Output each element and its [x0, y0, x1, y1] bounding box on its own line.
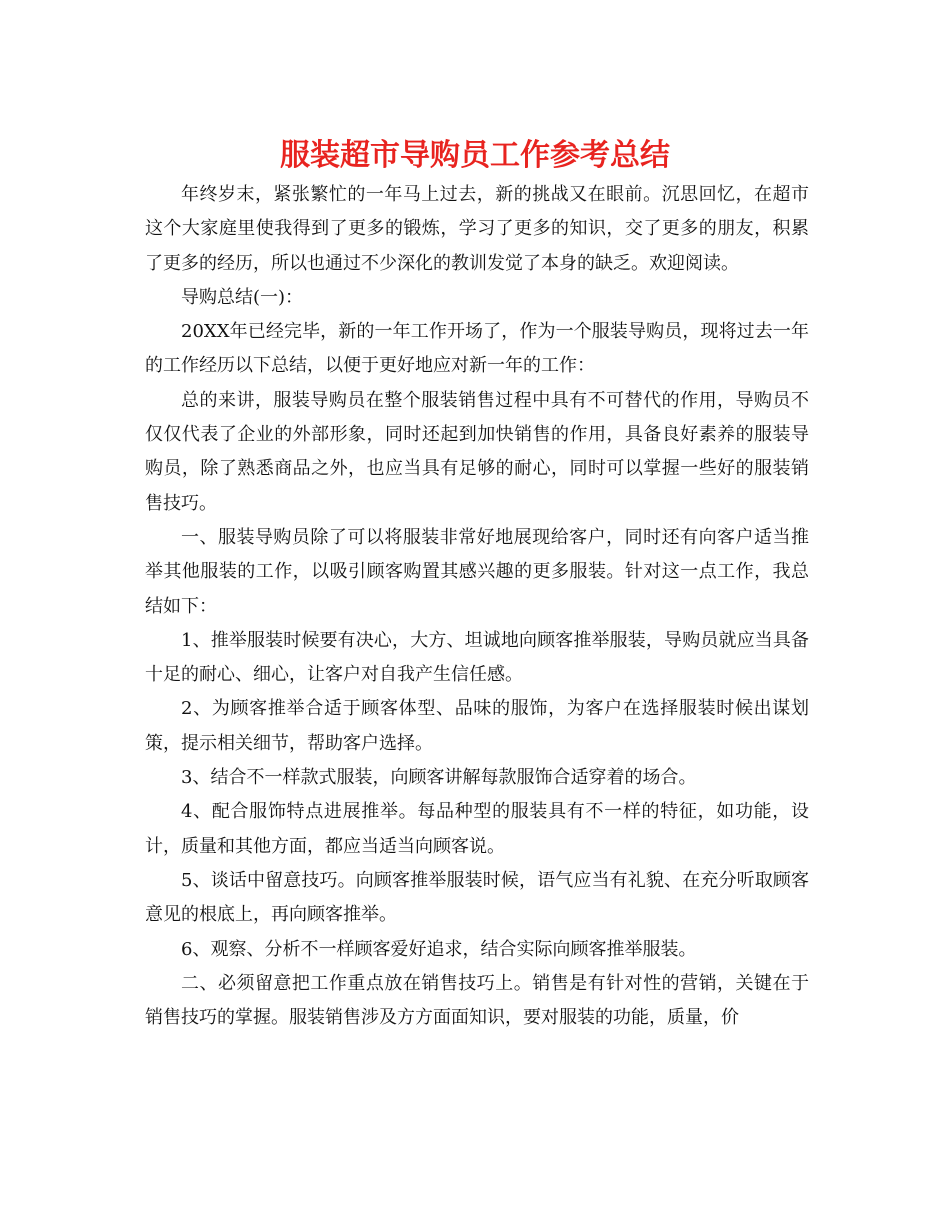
- paragraph: 3、结合不一样款式服装，向顾客讲解每款服饰合适穿着的场合。: [181, 767, 697, 789]
- paragraph: 2、为顾客推举合适于顾客体型、品味的服饰，为客户在选择服装时候出谋划策，提示相关细节，帮助客户选择。: [145, 698, 809, 754]
- paragraph: 4、配合服饰特点进展推举。每品种型的服装具有不一样的特征，如功能，设计，质量和其他方面，都应当适当向顾客说。: [145, 801, 809, 857]
- paragraph: 6、观察、分析不一样顾客爱好追求，结合实际向顾客推举服装。: [181, 938, 697, 960]
- paragraph: 1、推举服装时候要有决心，大方、坦诚地向顾客推举服装，导购员就应当具备十足的耐心、细心，让客户对自我产生信任感。: [145, 629, 809, 686]
- paragraph: 导购总结(一)：: [181, 286, 304, 308]
- paragraph: 总的来讲，服装导购员在整个服装销售过程中具有不可替代的作用，导购员不仅仅代表了企业的外部形象，同时还起到加快销售的作用，具备良好素养的服装导购员，除了熟悉商品之外，也应当具有足够的耐心，同时可以掌握一些好的服装销售技巧。: [145, 389, 809, 514]
- document-title: 服装超市导购员工作参考总结: [280, 138, 670, 173]
- document-body: [145, 178, 809, 1035]
- paragraph: 年终岁末，紧张繁忙的一年马上过去，新的挑战又在眼前。沉思回忆，在超市这个大家庭里使我得到了更多的锻炼，学习了更多的知识，交了更多的朋友，积累了更多的经历，所以也通过不少深化的教训发觉了本身的缺乏。欢迎阅读。: [145, 184, 809, 274]
- paragraph: 5、谈话中留意技巧。向顾客推举服装时候，语气应当有礼貌、在充分听取顾客意见的根底上，再向顾客推举。: [145, 869, 809, 926]
- paragraph: 20XX年已经完毕，新的一年工作开场了，作为一个服装导购员，现将过去一年的工作经历以下总结，以便于更好地应对新一年的工作：: [145, 321, 809, 377]
- paragraph: 一、服装导购员除了可以将服装非常好地展现给客户，同时还有向客户适当推举其他服装的工作，以吸引顾客购置其感兴趣的更多服装。针对这一点工作，我总结如下：: [145, 526, 809, 617]
- paragraph: 二、必须留意把工作重点放在销售技巧上。销售是有针对性的营销，关键在于销售技巧的掌握。服装销售涉及方方面面知识，要对服装的功能，质量，价: [145, 972, 809, 1029]
